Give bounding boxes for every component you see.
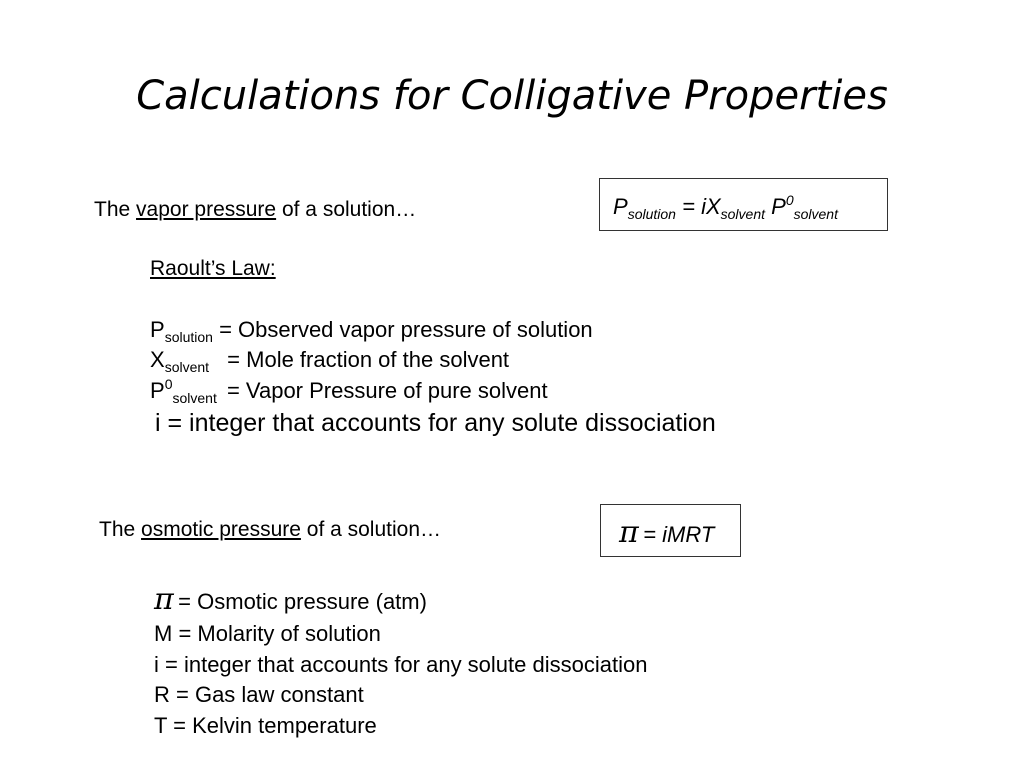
osmotic-def-gas-constant: R = Gas law constant [154, 682, 364, 707]
formula-p: P [613, 194, 628, 219]
osmotic-intro-suffix: of a solution… [306, 518, 442, 541]
pi-symbol: π [619, 515, 639, 550]
def-symbol: P [150, 378, 165, 403]
def-sub: solution [164, 329, 213, 345]
integer-definition: i = integer that accounts for any solute dissociation [155, 409, 716, 437]
pi-def-text: = Osmotic pressure (atm) [178, 589, 427, 614]
osmotic-intro-term: osmotic pressure [141, 518, 301, 541]
osmotic-def-integer: i = integer that accounts for any solute dissociation [154, 652, 648, 677]
def-sub: solvent [164, 359, 210, 375]
formula-p2: P [771, 194, 786, 219]
pi-definition [154, 582, 427, 617]
formula-equals: = [682, 194, 695, 219]
formula-x-sub: solvent [720, 206, 765, 222]
osmotic-formula [619, 515, 714, 550]
osmotic-formula-rest: = iMRT [643, 522, 715, 547]
def-symbol: P [150, 317, 165, 342]
vapor-intro-prefix: The [94, 198, 131, 221]
raoult-formula-box [599, 178, 888, 231]
formula-x: X [705, 194, 721, 219]
osmotic-intro [99, 517, 441, 543]
def-text: = Mole fraction of the solvent [227, 347, 510, 372]
def-text: = Observed vapor pressure of solution [219, 317, 593, 342]
pi-symbol: π [154, 582, 174, 617]
osmotic-def-temperature: T = Kelvin temperature [154, 713, 377, 738]
formula-p2-sub: solvent [793, 206, 838, 222]
raoult-formula [613, 193, 838, 221]
osmotic-intro-prefix: The [99, 518, 136, 541]
formula-p-sub: solution [627, 206, 676, 222]
def-sup: 0 [164, 376, 173, 392]
formula-p2-sup: 0 [785, 192, 794, 208]
slide-title: Calculations for Colligative Properties [136, 73, 888, 119]
formula-i: i [701, 194, 706, 219]
def-row-p0-solvent [150, 377, 548, 405]
def-sub: solvent [172, 390, 217, 406]
osmotic-def-molarity: M = Molarity of solution [154, 621, 381, 646]
vapor-intro-suffix: of a solution… [281, 198, 417, 221]
def-row-x-solvent [150, 346, 509, 374]
osmotic-formula-box [600, 504, 741, 557]
def-row-p-solution [150, 316, 593, 344]
raoult-law-heading: Raoult’s Law: [150, 257, 276, 280]
vapor-intro [94, 197, 416, 223]
def-text: = Vapor Pressure of pure solvent [226, 378, 548, 403]
def-symbol: X [150, 347, 165, 372]
vapor-intro-term: vapor pressure [136, 198, 277, 221]
